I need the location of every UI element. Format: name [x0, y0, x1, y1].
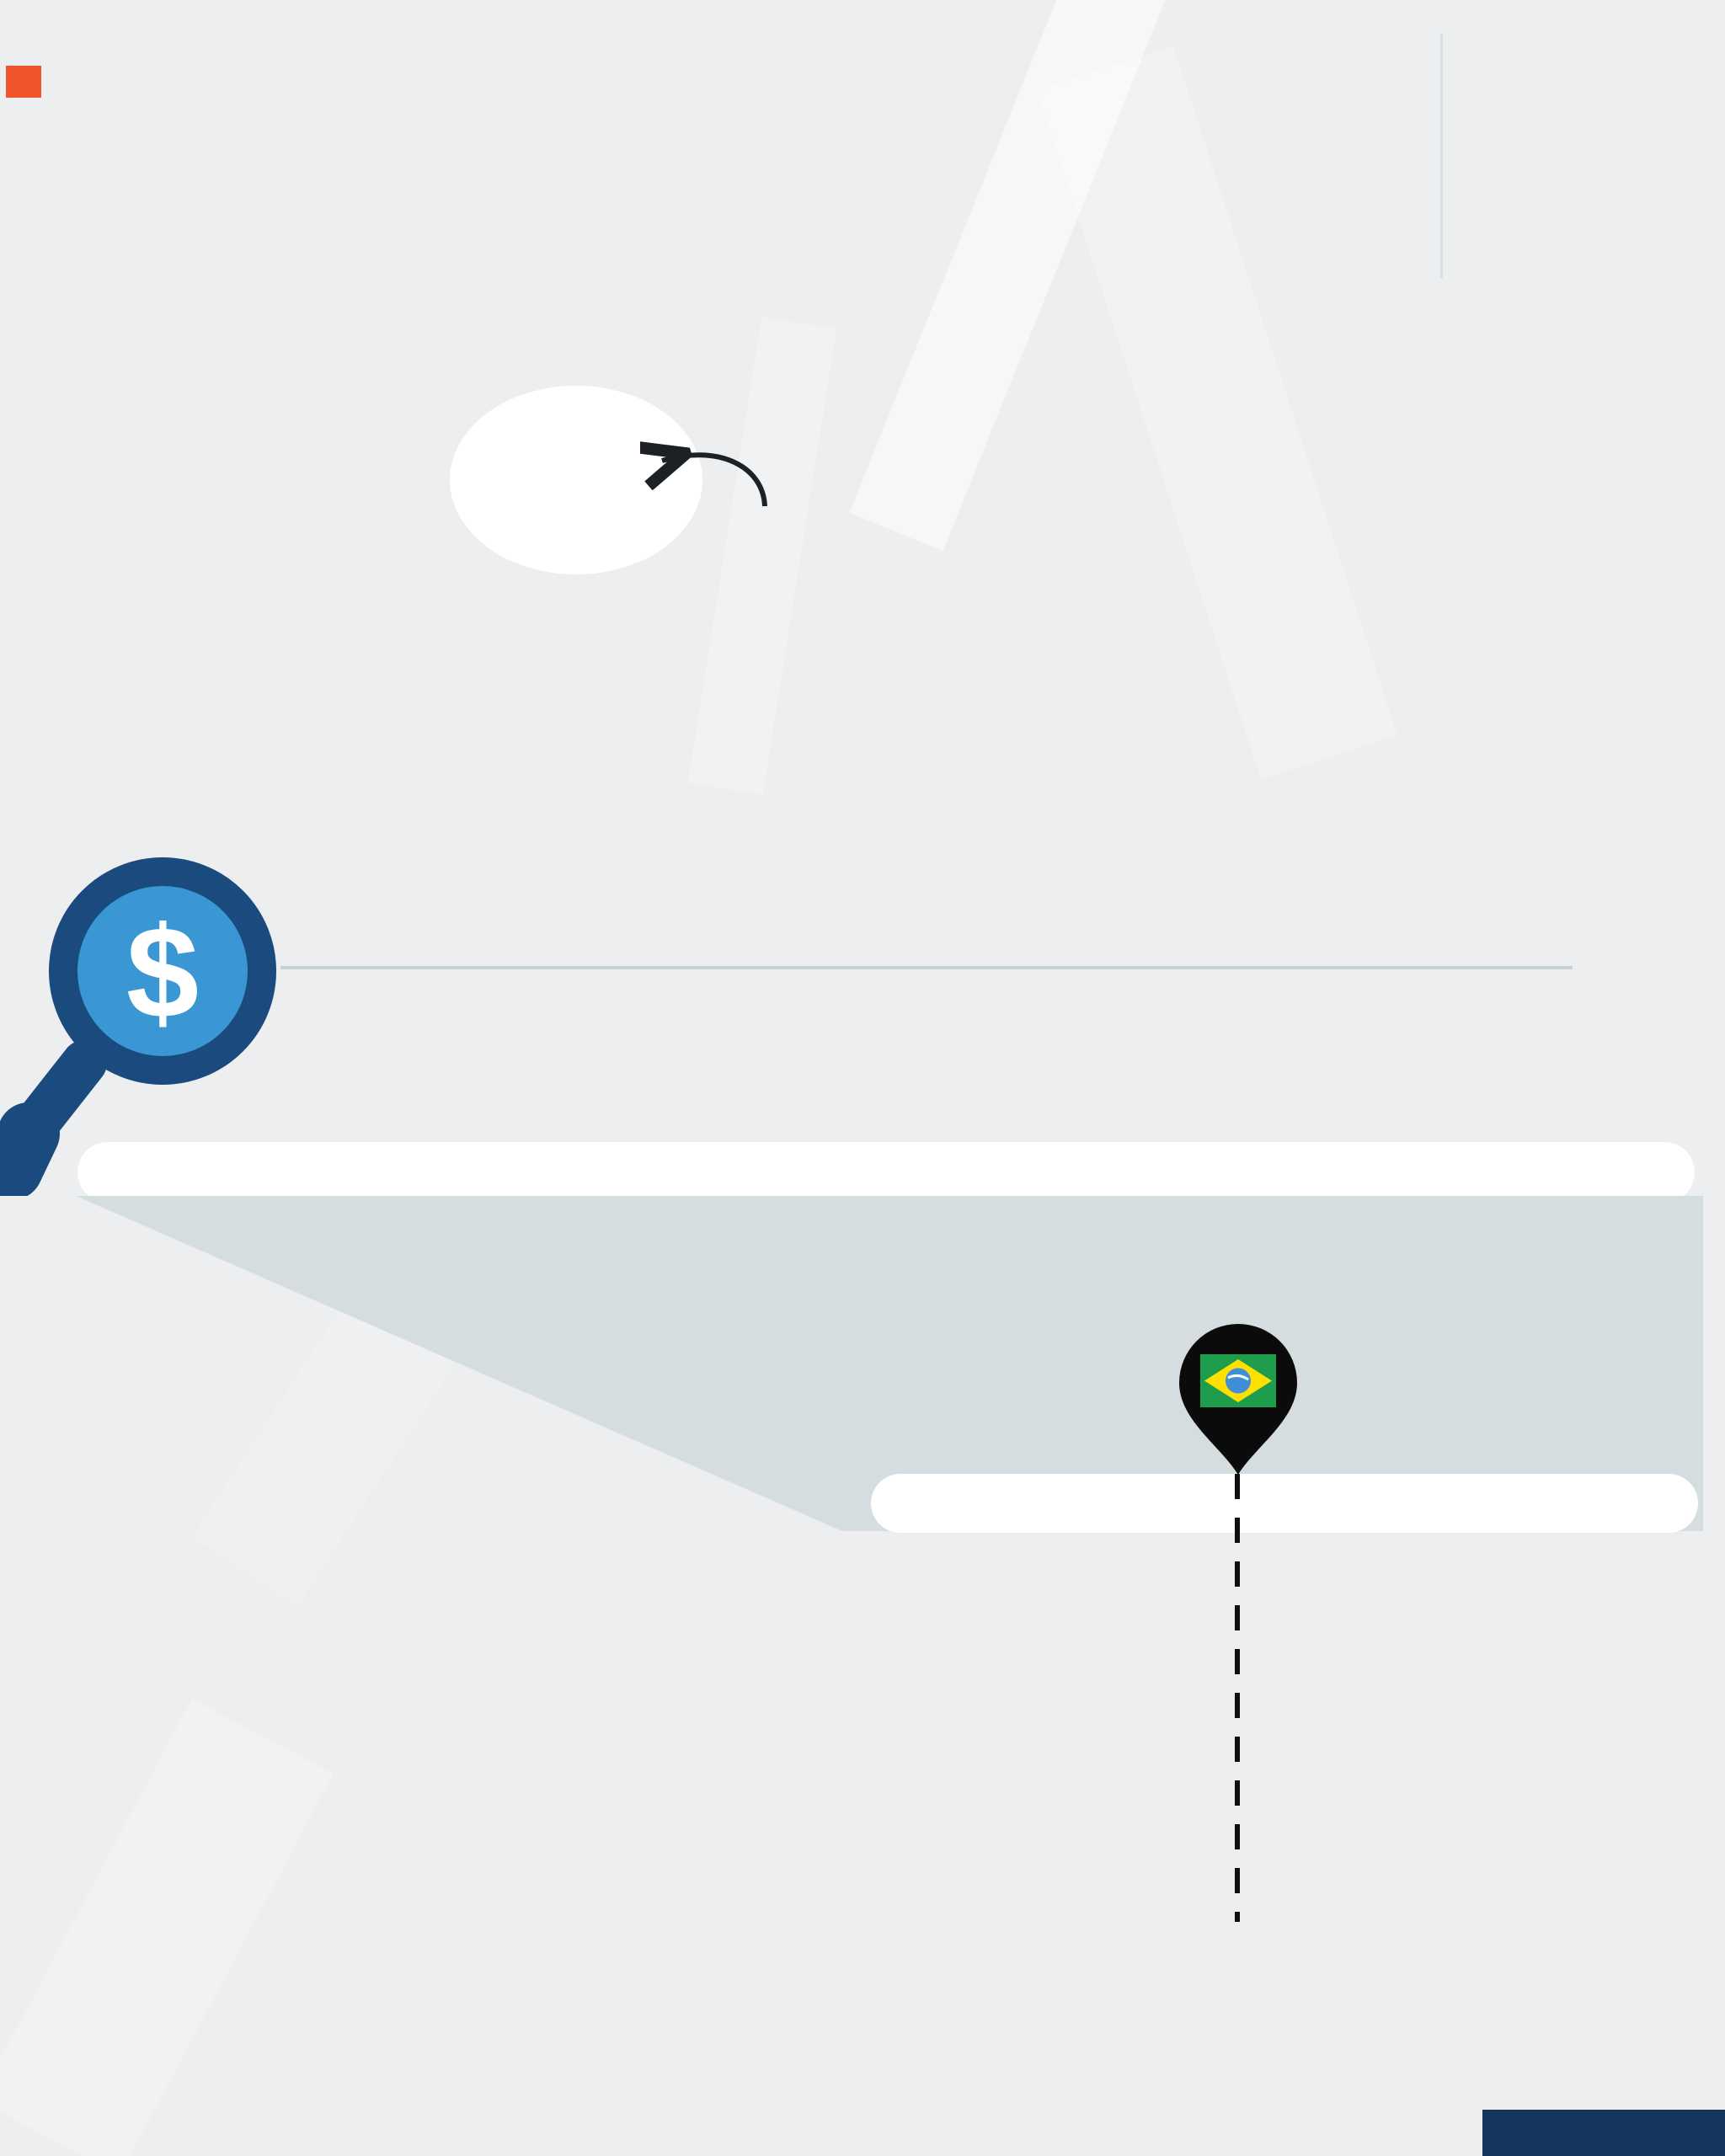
- brazil-flag-pin: [1178, 1321, 1299, 1476]
- dollar-icon: $: [126, 899, 200, 1045]
- dashed-marker-line: [1235, 1474, 1240, 1922]
- brazil-flag-icon: [1200, 1354, 1276, 1407]
- date-badge: [1482, 2110, 1725, 2156]
